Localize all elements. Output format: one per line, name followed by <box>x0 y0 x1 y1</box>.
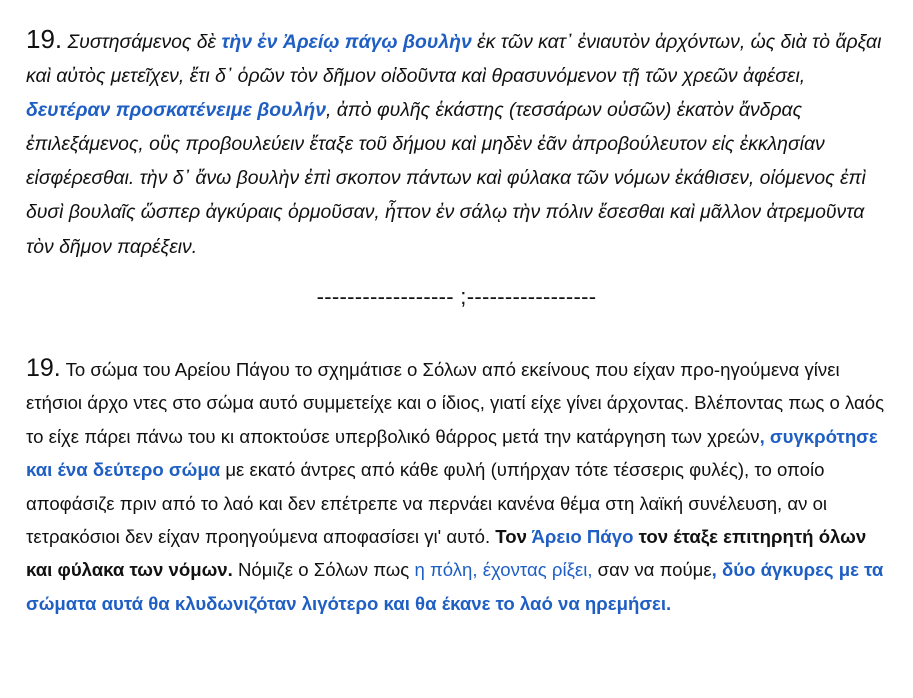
highlighted-phrase: δευτέραν προσκατένειμε βουλήν <box>26 99 327 122</box>
bold-phrase: τον έταξε επιτηρητή όλων και φύλακα των νόμων. <box>26 526 867 581</box>
text-segment: Συστησάμενος δὲ <box>62 31 222 53</box>
modern-greek-paragraph <box>26 352 886 620</box>
highlighted-phrase: , συγκρότησε και ένα δεύτερο σώμα <box>26 425 878 481</box>
text-segment: Το σώμα του Αρείου Πάγου το σχημάτισε ο Σόλων από εκείνους που είχαν προ-ηγούμενα γίνει ετήσιοι άρχο ντες στο σώμα αυτό συμμετείχε και ο ίδιος, γιατί είχε γίνει άρχοντας. Βλέποντας πως ο λαός το είχε πάρει πάνω του κι αποκτούσε υπερβολικό θάρρος μετά την κατάργηση των χρεών <box>26 359 885 447</box>
highlighted-phrase: , δύο άγκυρες με τα σώματα αυτά θα κλυδωνιζόταν λιγότερο και θα έκανε το λαό να ηρεμήσει. <box>26 559 884 614</box>
highlighted-phrase: τὴν ἐν Ἀρείῳ πάγῳ βουλὴν <box>221 31 472 53</box>
section-divider: ------------------ ;----------------- <box>316 284 597 309</box>
text-segment: σαν να πούμε <box>592 559 712 581</box>
text-segment: ἐκ τῶν κατ᾽ ἐνιαυτὸν ἀρχόντων, ὡς διὰ τὸ ἄρξαι καὶ αὐτὸς μετεῖχεν, ἔτι δ᾽ ὁρῶν τὸν δῆμον οἰδοῦντα καὶ θρασυνόμενον τῇ τῶν χρεῶν ἀφέσει, <box>26 31 882 88</box>
ancient-greek-paragraph <box>26 22 886 264</box>
text-segment: Νόμιζε ο Σόλων πως <box>232 559 415 581</box>
text-segment: με εκατό άντρες από κάθε φυλή (υπήρχαν τότε τέσσερις φυλές), το οποίο αποφάσιζε πριν από το λαό και δεν επέτρεπε να περνάει κανένα θέμα στη λαϊκή συνέλευση, αν οι τετρακόσιοι δεν είχαν προηγούμενα αποφασίσει γι' αυτό. <box>26 459 828 548</box>
text-segment: , ἀπὸ φυλῆς ἑκάστης (τεσσάρων οὐσῶν) ἑκατὸν ἄνδρας ἐπιλεξάμενος, οὓς προβουλεύειν ἔταξε τοῦ δήμου καὶ μηδὲν ἐᾶν ἀπροβούλευτον εἰς ἐκκλησίαν εἰσφέρεσθαι. τὴν δ᾽ ἄνω βουλὴν ἐπὶ σκοπον πάντων καὶ φύλακα τῶν νόμων ἐκάθισεν, οἰόμενος ἐπὶ δυσὶ βουλαῖς ὥσπερ ἀγκύραις ὁρμοῦσαν, ἧττον ἐν σάλῳ τὴν πόλιν ἔσεσθαι καὶ μᾶλλον ἀτρεμοῦντα τὸν δῆμον παρέξειν. <box>26 99 866 258</box>
bold-phrase: Τον <box>495 526 532 548</box>
blue-phrase: η πόλη, έχοντας ρίξει, <box>414 559 593 581</box>
highlighted-phrase: Άρειο Πάγο <box>531 526 634 548</box>
section-number: 19. <box>26 24 63 54</box>
section-number: 19. <box>26 354 61 382</box>
